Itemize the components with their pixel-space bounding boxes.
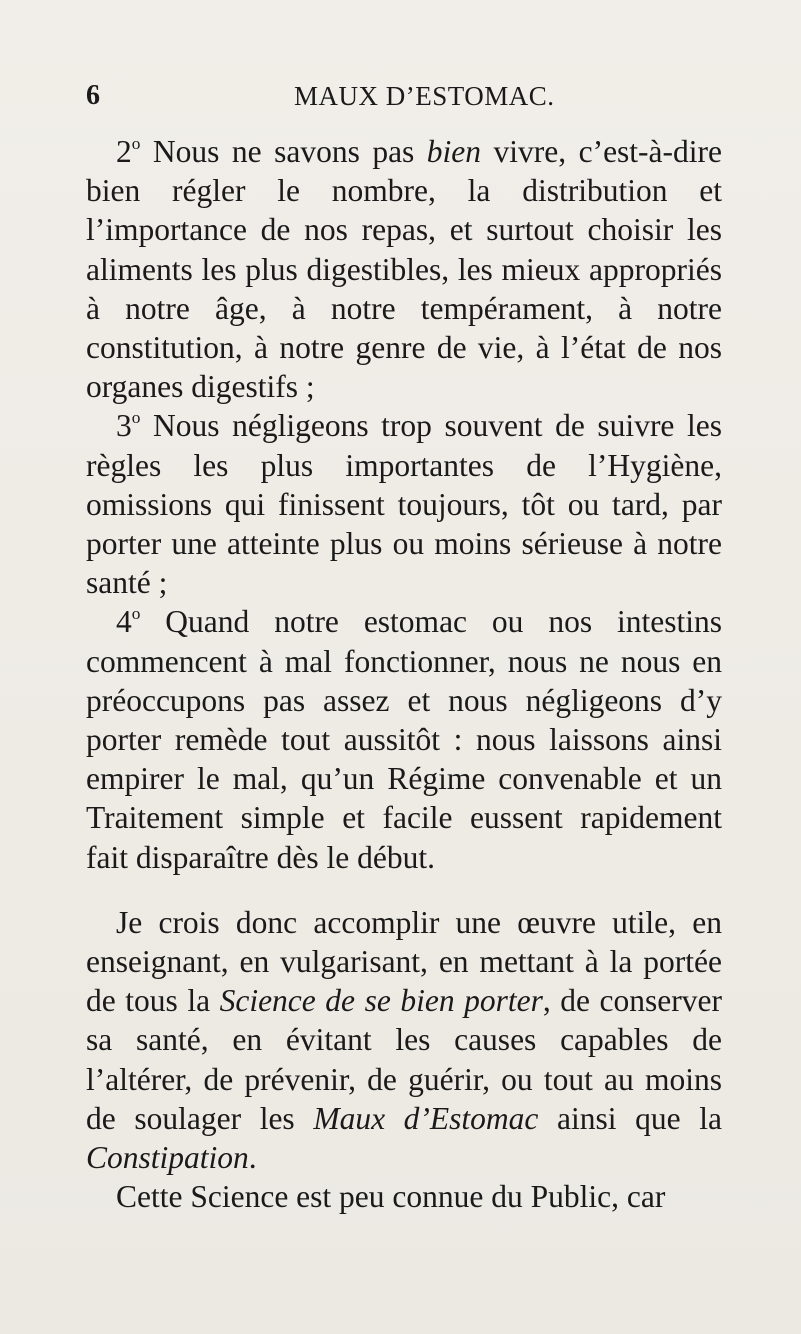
italic-phrase: Maux d’Estomac (313, 1100, 539, 1136)
page-body (86, 132, 722, 1216)
point-number: 4 (116, 604, 132, 640)
point-number: 3 (116, 408, 132, 444)
running-title: MAUX D’ESTOMAC. (294, 81, 555, 111)
paragraph-text: , de conserver sa santé, en évitant les causes capables de l’altérer, de prévenir, de guérir, ou tout au moins de soulager les (86, 983, 722, 1136)
ordinal-mark: o (131, 408, 141, 428)
paragraph-point-2 (86, 132, 722, 406)
italic-phrase: Science de se bien porter (219, 983, 543, 1019)
ordinal-mark: o (131, 134, 141, 154)
paragraph-text: Quand notre estomac ou nos intestins commencent à mal fonctionner, nous ne nous en préoccupons pas assez et nous négligeons d’y porter remède tout aussitôt : nous laissons ainsi empirer le mal, qu’un Régime convenable et un Traitement simple et facile eussent rapidement fait disparaître dès le début. (86, 604, 722, 875)
italic-word: bien (426, 134, 482, 169)
paragraph-text: Nous ne savons pas (140, 134, 427, 169)
page-header (86, 76, 722, 116)
page-number: 6 (86, 80, 100, 111)
paragraph-text: . (248, 1140, 257, 1176)
paragraph-text: Nous négligeons trop souvent de suivre les règles les plus importantes de l’Hygiène, omissions qui finissent toujours, tôt ou tard, par porter une atteinte plus ou moins sérieuse à notre santé ; (86, 408, 722, 601)
paragraph-point-3 (86, 406, 722, 602)
point-number: 2 (116, 134, 132, 169)
paragraph-final (86, 1177, 722, 1216)
paragraph-text: vivre, c’est-à-dire bien régler le nombre, la distribution et l’importance de nos repas, et surtout choisir les aliments les plus digestibles, les mieux appropriés à notre âge, à notre tempérament, à notre constitution, à notre genre de vie, à l’état de nos organes digestifs ; (86, 134, 722, 405)
paragraph-conclusion (86, 903, 722, 1177)
paragraph-text: Cette Science est peu connue du Public, car (116, 1179, 666, 1215)
italic-phrase: Constipation (86, 1140, 249, 1176)
paragraph-text: ainsi que la (538, 1100, 722, 1136)
paragraph-point-4 (86, 602, 722, 876)
ordinal-mark: o (131, 604, 141, 624)
paragraph-text: Je crois donc accomplir une œuvre utile, en enseignant, en vulgarisant, en mettant à la portée de tous la (86, 904, 722, 1019)
